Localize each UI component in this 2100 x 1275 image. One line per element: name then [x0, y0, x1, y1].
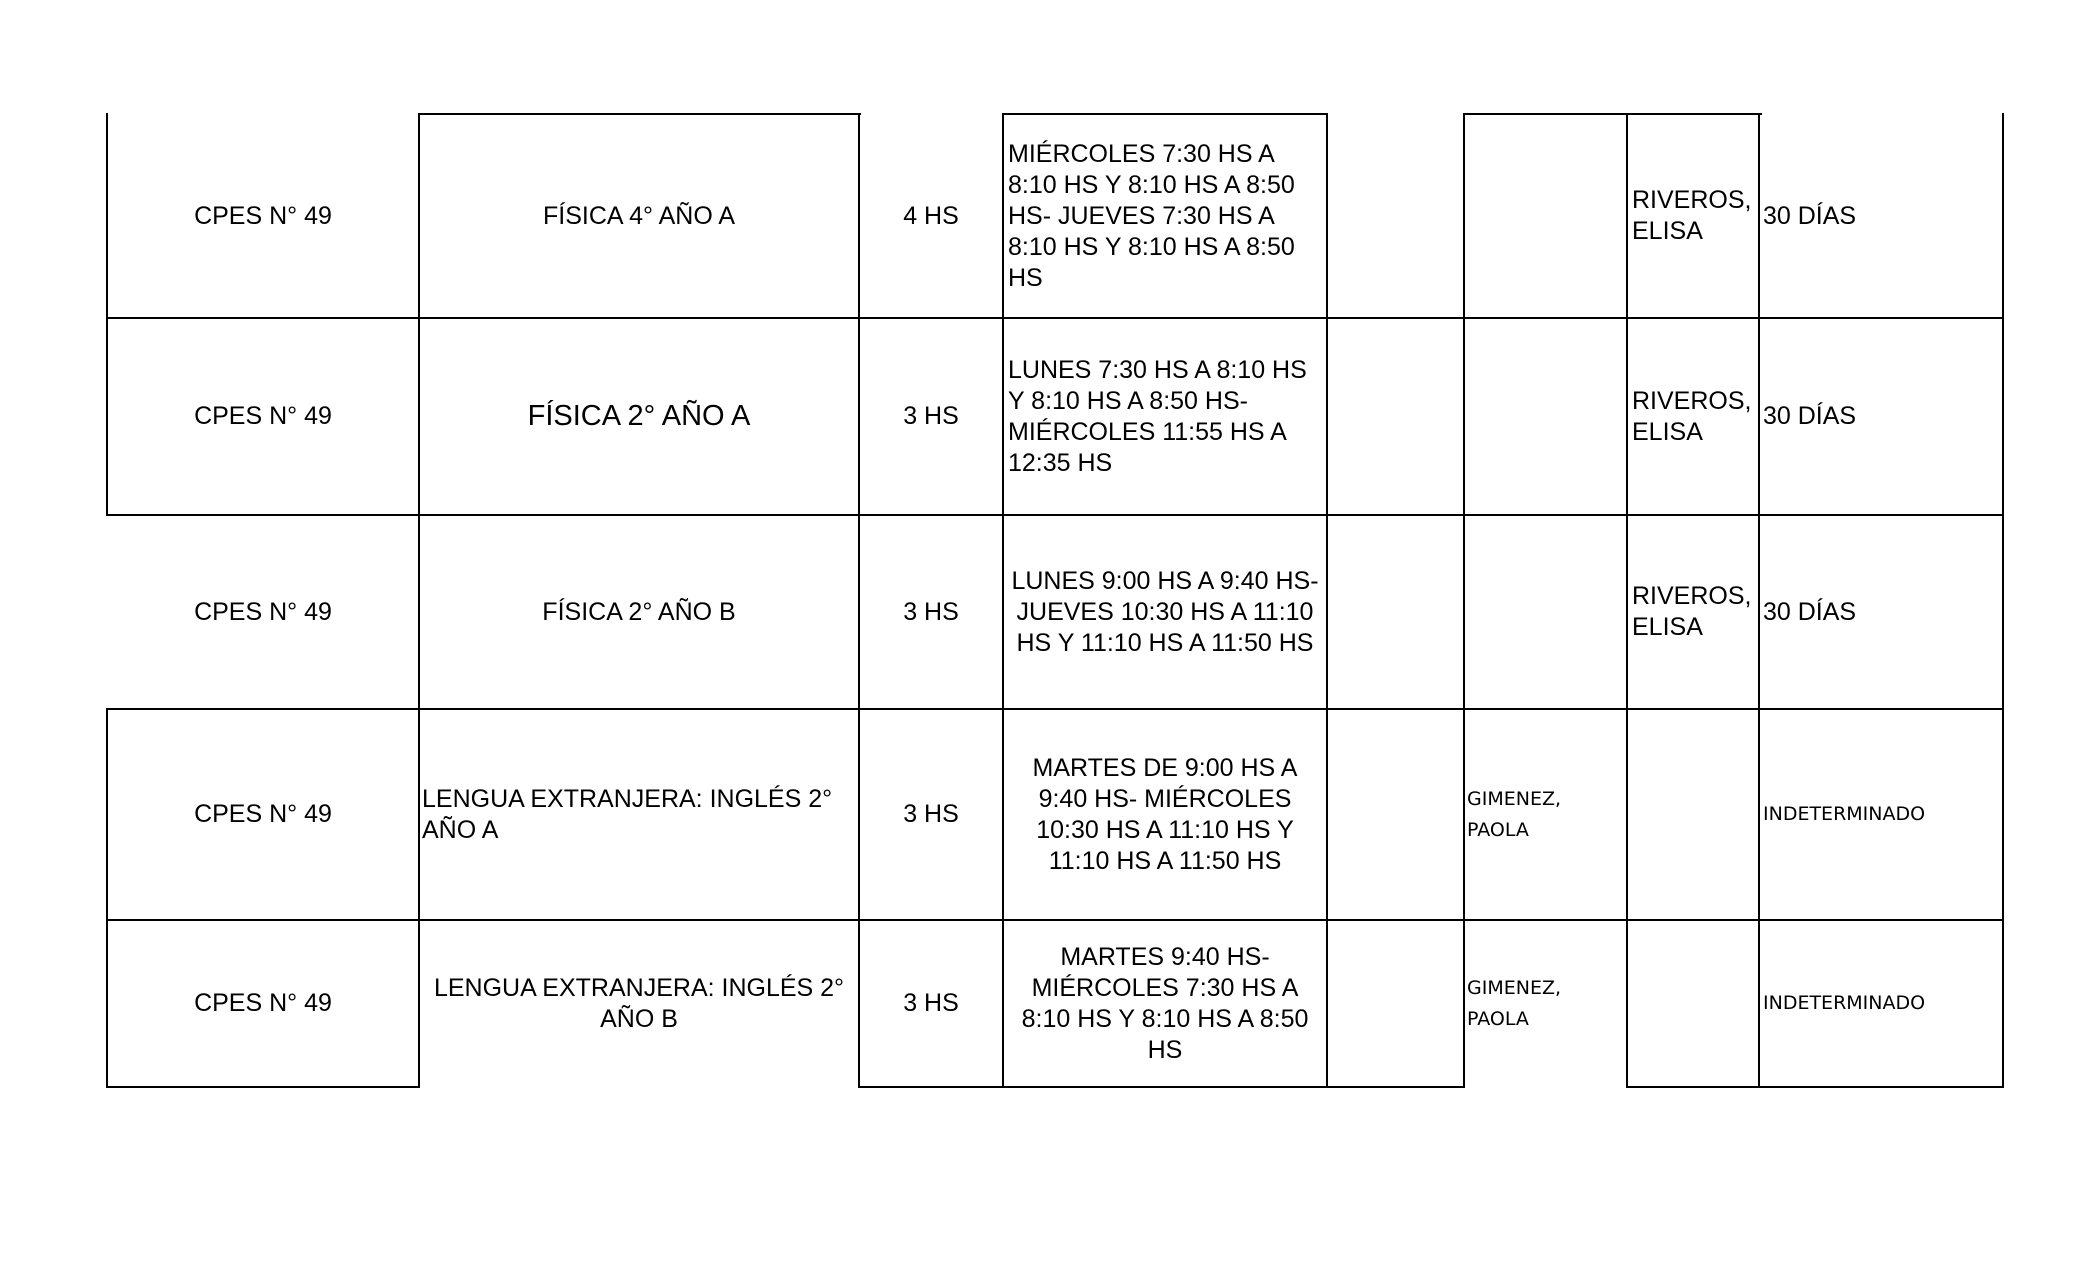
cell-escuela: CPES N° 49: [194, 201, 332, 230]
cell-escuela: CPES N° 49: [194, 402, 332, 430]
cell-espacio-curricular: FÍSICA 2° AÑO A: [527, 400, 751, 432]
cell-docente: RIVEROS, ELISA: [1632, 386, 1752, 446]
cell-horario: LUNES 9:00 HS A 9:40 HS- JUEVES 10:30 HS A 11:10 HS Y 11:10 HS A 11:50 HS: [1011, 566, 1319, 657]
cell-duracion: 30 DÍAS: [1763, 402, 1857, 430]
cell-horario: MARTES 9:40 HS- MIÉRCOLES 7:30 HS A 8:10 HS Y 8:10 HS A 8:50 HS: [1021, 942, 1309, 1064]
cell-col5: [1328, 319, 1463, 514]
cell-col5: [1328, 921, 1463, 1086]
table-border: [1626, 113, 1628, 1088]
cell-docente: [1632, 921, 1758, 1086]
cell-col5: [1328, 115, 1463, 317]
table-border: [1758, 113, 1760, 1088]
cell-col6: [1467, 516, 1626, 708]
cell-duracion: 30 DÍAS: [1763, 201, 1857, 230]
cell-duracion: INDETERMINADO: [1763, 992, 1926, 1014]
table-border: [1626, 1086, 2004, 1088]
cell-docente: RIVEROS, ELISA: [1632, 582, 1752, 641]
cell-escuela: CPES N° 49: [194, 989, 332, 1017]
cell-escuela: CPES N° 49: [194, 597, 332, 626]
cell-horario: LUNES 7:30 HS A 8:10 HS Y 8:10 HS A 8:50 HS- MIÉRCOLES 11:55 HS A 12:35 HS: [1008, 355, 1307, 477]
cell-col5: [1328, 516, 1463, 708]
table-border: [106, 1086, 420, 1088]
cell-horas: 3 HS: [903, 597, 959, 626]
cell-espacio-curricular: LENGUA EXTRANJERA: INGLÉS 2° AÑO B: [433, 973, 845, 1033]
table-border: [858, 1086, 1465, 1088]
cell-espacio-curricular: FÍSICA 2° AÑO B: [542, 597, 736, 626]
cell-espacio-curricular: LENGUA EXTRANJERA: INGLÉS 2° AÑO A: [422, 784, 833, 844]
cell-horario: MARTES DE 9:00 HS A 9:40 HS- MIÉRCOLES 10:30 HS A 11:10 HS Y 11:10 HS A 11:50 HS: [1032, 753, 1298, 875]
cell-escuela: CPES N° 49: [194, 800, 332, 828]
cell-horas: 4 HS: [903, 201, 959, 230]
cell-horas: 3 HS: [903, 800, 959, 828]
cell-col6: [1467, 115, 1626, 317]
cell-horario: MIÉRCOLES 7:30 HS A 8:10 HS Y 8:10 HS A 8:50 HS- JUEVES 7:30 HS A 8:10 HS Y 8:10 HS A 8:50 HS: [1008, 139, 1295, 292]
cell-espacio-curricular: FÍSICA 4° AÑO A: [542, 201, 736, 230]
cell-col6: GIMENEZ, PAOLA: [1467, 787, 1561, 841]
cell-duracion: 30 DÍAS: [1763, 597, 1857, 626]
cell-docente: [1632, 710, 1758, 919]
cell-col6: GIMENEZ, PAOLA: [1467, 976, 1561, 1030]
cell-duracion: INDETERMINADO: [1763, 803, 1926, 825]
cell-horas: 3 HS: [903, 989, 959, 1017]
cell-horas: 3 HS: [903, 402, 959, 430]
table-border: [2002, 113, 2004, 1088]
cell-col5: [1328, 710, 1463, 919]
cell-col6: [1467, 319, 1626, 514]
cell-docente: RIVEROS, ELISA: [1632, 186, 1752, 245]
table-border: [1463, 113, 1465, 1088]
